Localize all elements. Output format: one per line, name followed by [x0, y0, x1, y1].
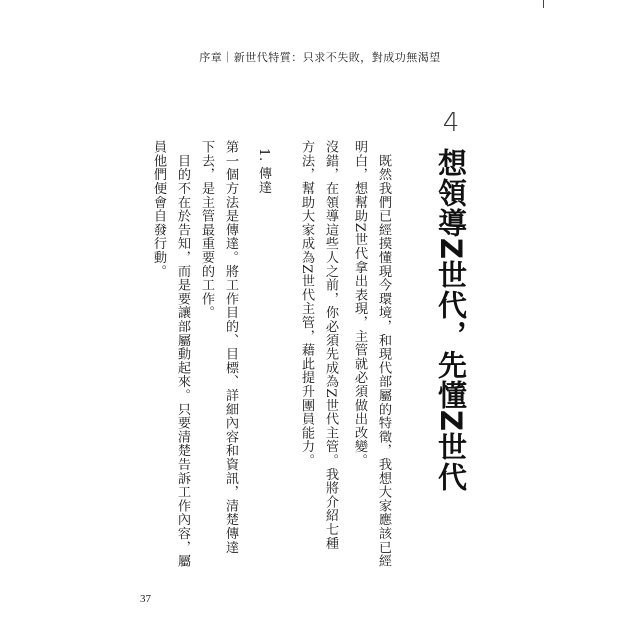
page-number: 37 — [140, 593, 151, 605]
body-column-11: 員他們便會自發行動。 — [151, 140, 166, 278]
body-column-3: 沒錯，在領導這些人之前，你必須先成為Z世代主管。我將介紹七種 — [323, 140, 338, 550]
body-column-4: 方法，幫助大家成為Z世代主管，藉此提升團員能力。 — [299, 140, 314, 468]
running-header: 序章｜新世代特質：只求不失敗，對成功無渴望 — [199, 51, 441, 64]
body-column-10: 目的不在於告知，而是要讓部屬動起來。只要清楚告訴工作內容，屬 — [175, 140, 190, 568]
section-heading: 1. 傳達 — [256, 148, 271, 195]
chapter-title: 想領導Z世代，先懂Z世代 — [434, 148, 468, 493]
body-column-2: 明白，想幫助Z世代拿出表現，主管就必須做出改變。 — [352, 140, 367, 468]
page-edge-mark — [543, 0, 544, 8]
body-column-8: 第一個方法是傳達。將工作目的、目標、詳細內容和資訊，清楚傳達 — [223, 140, 238, 554]
body-column-9: 下去，是主管最重要的工作。 — [199, 140, 214, 320]
body-column-1: 既然我們已經摸懂現今環境，和現代部屬的特徵，我想大家應該已經 — [376, 140, 391, 568]
chapter-number: 4 — [442, 108, 460, 138]
